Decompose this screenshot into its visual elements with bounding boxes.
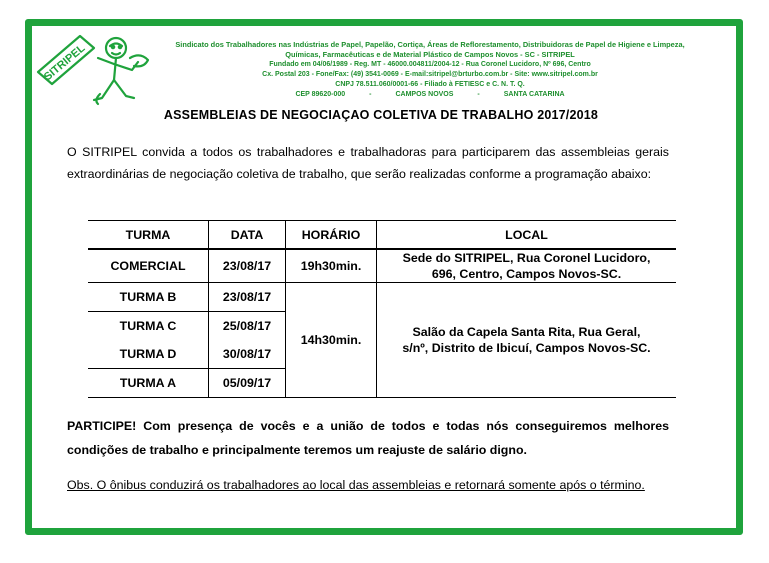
cell-data: 30/08/17 bbox=[209, 340, 286, 369]
letterhead-separator: - bbox=[477, 91, 480, 98]
local-line-2: 696, Centro, Campos Novos-SC. bbox=[431, 267, 622, 281]
participe-paragraph: PARTICIPE! Com presença de vocês e a união de todos e todas nós conseguiremos melhores condições de trabalho e principalmente teremos um reajuste de salário digno. bbox=[67, 419, 669, 457]
cell-turma: TURMA C bbox=[88, 312, 209, 341]
cell-turma: TURMA D bbox=[88, 340, 209, 369]
cell-turma: TURMA B bbox=[88, 283, 209, 312]
letterhead-address-row bbox=[160, 90, 700, 100]
cell-data: 05/09/17 bbox=[209, 369, 286, 398]
letterhead-line-5: CNPJ 78.511.060/0001-66 - Filiado à FETIESC e C. N. T. Q. bbox=[335, 81, 525, 88]
document-title: ASSEMBLEIAS DE NEGOCIAÇAO COLETIVA DE TRABALHO 2017/2018 bbox=[163, 108, 599, 122]
cell-turma: COMERCIAL bbox=[88, 249, 209, 283]
cell-data: 23/08/17 bbox=[209, 249, 286, 283]
intro-paragraph: O SITRIPEL convida a todos os trabalhadores e trabalhadoras para participarem das assembleias gerais extraordinárias de negociação coletiva de trabalho, que serão realizadas conforme a programação abaixo: bbox=[67, 145, 669, 181]
table-row-comercial bbox=[88, 249, 676, 283]
header-horario: HORÁRIO bbox=[286, 221, 377, 250]
letterhead-line-2: Químicas, Farmacêuticas e de Material Plástico de Campos Novos - SC - SITRIPEL bbox=[285, 50, 575, 59]
obs-note: Obs. O ônibus conduzirá os trabalhadores ao local das assembleias e retornará somente após o término. bbox=[67, 478, 645, 492]
local-line-2: s/nº, Distrito de Ibicuí, Campos Novos-SC. bbox=[402, 341, 651, 355]
letterhead-line-4: Cx. Postal 203 - Fone/Fax: (49) 3541-0069 - E-mail:sitripel@brturbo.com.br - Site: www.sitripel.com.br bbox=[262, 71, 598, 78]
cell-horario-group: 14h30min. bbox=[286, 283, 377, 398]
letterhead-line-3: Fundado em 04/06/1989 - Reg. MT - 46000.004811/2004-12 - Rua Coronel Lucidoro, Nº 696, Centro bbox=[269, 61, 591, 68]
sitripel-logo bbox=[34, 28, 160, 106]
table-header-row bbox=[88, 221, 676, 250]
letterhead-separator: - bbox=[369, 91, 372, 98]
cell-data: 23/08/17 bbox=[209, 283, 286, 312]
letterhead-state: SANTA CATARINA bbox=[503, 91, 565, 98]
header-turma: TURMA bbox=[88, 221, 209, 250]
cell-data: 25/08/17 bbox=[209, 312, 286, 341]
cell-horario: 19h30min. bbox=[286, 249, 377, 283]
local-line-1: Salão da Capela Santa Rita, Rua Geral, bbox=[412, 325, 641, 339]
cell-turma: TURMA A bbox=[88, 369, 209, 398]
letterhead-line-1: Sindicato dos Trabalhadores nas Indústrias de Papel, Papelão, Cortiça, Áreas de Reflorestamento, Distribuidoras de Papel de Higiene e Limpeza, bbox=[175, 40, 685, 49]
table-row bbox=[88, 283, 676, 312]
logo-text: SITRIPEL bbox=[41, 42, 88, 84]
letterhead-cep: CEP 89620-000 bbox=[295, 91, 346, 98]
header-data: DATA bbox=[209, 221, 286, 250]
schedule-table bbox=[88, 220, 676, 398]
header-local: LOCAL bbox=[377, 221, 677, 250]
cell-local-group bbox=[377, 283, 677, 398]
cell-local bbox=[377, 249, 677, 283]
local-line-1: Sede do SITRIPEL, Rua Coronel Lucidoro, bbox=[402, 251, 651, 265]
letterhead-city: CAMPOS NOVOS bbox=[395, 91, 454, 98]
letterhead bbox=[160, 40, 700, 100]
